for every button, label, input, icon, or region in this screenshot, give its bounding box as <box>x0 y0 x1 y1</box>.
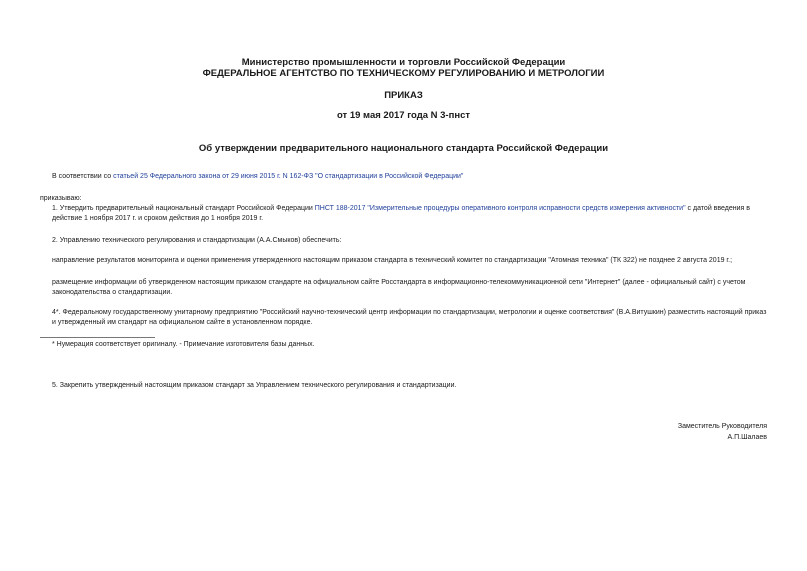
paragraph-2: 2. Управлению технического регулирования и стандартизации (А.А.Смыков) обеспечить: <box>52 237 342 244</box>
agency-title: ФЕДЕРАЛЬНОЕ АГЕНТСТВО ПО ТЕХНИЧЕСКОМУ РЕГУЛИРОВАНИЮ И МЕТРОЛОГИИ <box>202 68 605 79</box>
signature-position: Заместитель Руководителя <box>677 423 767 430</box>
order-word: приказываю: <box>40 195 82 202</box>
paragraph-4: 4*. Федеральному государственному унитарному предприятию "Российский научно-технический центр информации по стандартизации, метрологии и оценке соответствия" (В.А.Витушкин) разместить настоящий приказ и утвержденный им стандарт на официальном сайте в установленном порядке. <box>52 309 767 326</box>
paragraph-2b: размещение информации об утвержденном настоящим приказом стандарте на официальном сайте Росстандарта в информационно-телекоммуникационной сети "Интернет" (далее - официальный сайт) с учетом законодательства о стандартизации. <box>52 279 746 296</box>
intro-text: В соответствии со <box>52 173 114 180</box>
doc-type: ПРИКАЗ <box>384 90 423 101</box>
p1-suffix: с датой введения в действие 1 ноября 2017 г. и сроком действия до 1 ноября 2019 г. <box>52 205 750 222</box>
signature-name: А.П.Шалаев <box>727 434 767 441</box>
paragraph-1 <box>52 204 768 224</box>
intro-paragraph <box>52 172 768 182</box>
p1-text: 1. Утвердить предварительный национальный стандарт Российской Федерации <box>52 205 315 212</box>
footnote: * Нумерация соответствует оригиналу. - Примечание изготовителя базы данных. <box>52 341 315 348</box>
doc-date-number: от 19 мая 2017 года N 3-пнст <box>336 110 471 121</box>
paragraph-5: 5. Закрепить утвержденный настоящим приказом стандарт за Управлением технического регулирования и стандартизации. <box>52 382 457 389</box>
doc-subject: Об утверждении предварительного национального стандарта Российской Федерации <box>198 143 609 154</box>
ministry-title: Министерство промышленности и торговли Российской Федерации <box>241 57 566 68</box>
paragraph-2a: направление результатов мониторинга и оценки применения утвержденного настоящим приказом стандарта в технический комитет по стандартизации "Атомная техника" (ТК 322) не позднее 2 августа 2019 г.; <box>52 257 733 264</box>
footnote-separator <box>40 337 155 338</box>
standard-link[interactable]: ПНСТ 188-2017 "Измерительные процедуры оперативного контроля исправности средств измерения активности" <box>314 205 686 212</box>
law-link[interactable]: статьей 25 Федерального закона от 29 июня 2015 г. N 162-ФЗ "О стандартизации в Российской Федерации" <box>113 173 464 180</box>
